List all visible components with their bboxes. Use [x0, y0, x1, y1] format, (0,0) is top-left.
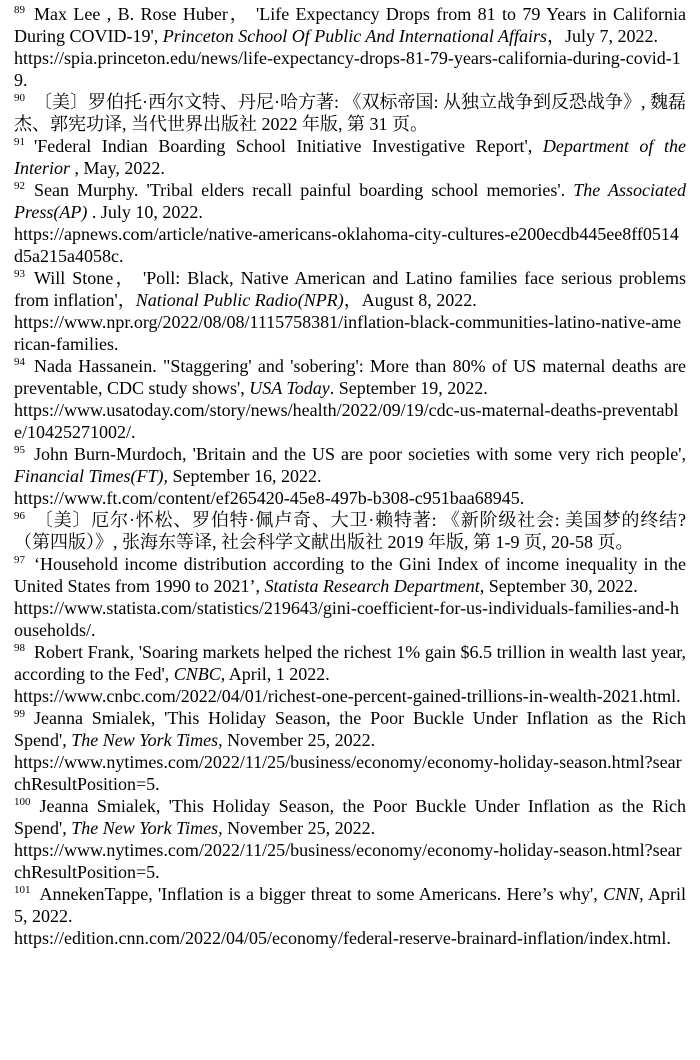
- source-name: CNN,: [603, 884, 644, 904]
- footnote-89: [14, 3, 686, 47]
- source-name: Princeton School Of Public And International Affairs: [162, 26, 548, 46]
- source-name: National Public Radio(NPR): [135, 290, 344, 310]
- source-name: Financial Times(FT),: [14, 466, 168, 486]
- source-name: The Associated Press(AP): [14, 180, 686, 222]
- footnote-url: https://www.cnbc.com/2022/04/01/richest-one-percent-gained-trillions-in-wealth-2021.html.: [14, 686, 681, 706]
- footnote-number: 100: [14, 796, 31, 808]
- citation-text: , April, 1 2022.: [220, 664, 330, 684]
- source-name: The New York Times: [71, 730, 219, 750]
- footnote-95: [14, 443, 686, 487]
- footnote-number: 97: [14, 554, 25, 566]
- citation-text: Jeanna Smialek, 'This Holiday Season, the Poor Buckle Under Inflation as the Rich Spend',: [14, 796, 686, 838]
- citation-text: 〔美〕罗伯托·西尔文特、丹尼·哈方著: 《双标帝国: 从独立战争到反恐战争》, 魏磊杰、郭宪功译, 当代世界出版社 2022 年版, 第 31 页。: [14, 92, 686, 134]
- citation-text: Sean Murphy. 'Tribal elders recall painful boarding school memories'.: [34, 180, 574, 200]
- footnote-url: https://edition.cnn.com/2022/04/05/economy/federal-reserve-brainard-inflation/index.html.: [14, 928, 671, 948]
- citation-text: . September 19, 2022.: [329, 378, 488, 398]
- source-name: USA Today: [249, 378, 330, 398]
- citation-text: John Burn-Murdoch, 'Britain and the US are poor societies with some very rich people',: [34, 444, 686, 464]
- citation-text: , September 30, 2022.: [479, 576, 638, 596]
- footnote-number: 95: [14, 444, 25, 456]
- footnote-number: 90: [14, 92, 25, 104]
- footnote-url: https://www.ft.com/content/ef265420-45e8-497b-b308-c951baa68945.: [14, 488, 525, 508]
- footnote-94: [14, 355, 686, 399]
- source-name: The New York Times,: [71, 818, 223, 838]
- source-name: Department of the Interior: [14, 136, 686, 178]
- citation-text: 'Federal Indian Boarding School Initiative Investigative Report',: [34, 136, 543, 156]
- footnote-99: [14, 707, 686, 751]
- footnote-url: https://apnews.com/article/native-americans-oklahoma-city-cultures-e200ecdb445ee8ff0514d5a215a4058c.: [14, 224, 679, 266]
- footnote-number: 94: [14, 356, 25, 368]
- citation-text: 〔美〕厄尔·怀松、罗伯特·佩卢奇、大卫·赖特著: 《新阶级社会: 美国梦的终结? （第四版）》, 张海东等译, 社会科学文献出版社 2019 年版, 第 1-9 页, 20-58 页。: [14, 510, 686, 552]
- footnote-url: https://www.npr.org/2022/08/08/1115758381/inflation-black-communities-latino-native-american-families.: [14, 312, 682, 354]
- footnote-number: 101: [14, 884, 31, 896]
- footnote-number: 92: [14, 180, 25, 192]
- footnote-number: 93: [14, 268, 25, 280]
- citation-text: , November 25, 2022.: [218, 730, 376, 750]
- citation-text: ，August 8, 2022.: [343, 290, 477, 310]
- footnote-97: [14, 553, 686, 597]
- footnote-93: [14, 267, 686, 311]
- footnote-90: [14, 91, 686, 135]
- footnote-96: [14, 509, 686, 553]
- footnote-number: 89: [14, 4, 25, 16]
- citation-text: September 16, 2022.: [168, 466, 322, 486]
- source-name: CNBC: [173, 664, 221, 684]
- footnote-url: https://spia.princeton.edu/news/life-expectancy-drops-81-79-years-california-during-covid-19.: [14, 48, 681, 90]
- citation-text: Max Lee , B. Rose Huber， 'Life Expectancy Drops from 81 to 79 Years in California During COVID-19',: [14, 4, 686, 46]
- citation-text: Will Stone， 'Poll: Black, Native American and Latino families face serious problems from inflation'，: [14, 268, 686, 310]
- footnote-url: https://www.nytimes.com/2022/11/25/business/economy/economy-holiday-season.html?searchResultPosition=5.: [14, 840, 682, 882]
- footnote-list: [14, 3, 686, 949]
- footnote-number: 91: [14, 136, 25, 148]
- citation-text: ，July 7, 2022.: [547, 26, 659, 46]
- footnote-url: https://www.statista.com/statistics/219643/gini-coefficient-for-us-individuals-families-and-households/.: [14, 598, 680, 640]
- footnote-url: https://www.usatoday.com/story/news/health/2022/09/19/cdc-us-maternal-deaths-preventable/10425271002/.: [14, 400, 679, 442]
- footnote-92: [14, 179, 686, 223]
- citation-text: , May, 2022.: [70, 158, 165, 178]
- citation-text: ‘Household income distribution according to the Gini Index of income inequality in the United States from 1990 to 2021’,: [14, 554, 686, 596]
- footnote-101: [14, 883, 686, 927]
- footnote-number: 96: [14, 510, 25, 522]
- footnote-url: https://www.nytimes.com/2022/11/25/business/economy/economy-holiday-season.html?searchResultPosition=5.: [14, 752, 682, 794]
- footnote-91: [14, 135, 686, 179]
- citation-text: Robert Frank, 'Soaring markets helped the richest 1% gain $6.5 trillion in wealth last year, according to the Fed',: [14, 642, 686, 684]
- citation-text: April 5, 2022.: [14, 884, 686, 926]
- citation-text: November 25, 2022.: [222, 818, 376, 838]
- citation-text: AnnekenTappe, 'Inflation is a bigger threat to some Americans. Here’s why',: [39, 884, 604, 904]
- footnote-98: [14, 641, 686, 685]
- footnote-number: 98: [14, 642, 25, 654]
- footnote-100: [14, 795, 686, 839]
- citation-text: . July 10, 2022.: [87, 202, 203, 222]
- citation-text: Jeanna Smialek, 'This Holiday Season, the Poor Buckle Under Inflation as the Rich Spend',: [14, 708, 686, 750]
- citation-text: Nada Hassanein. "Staggering' and 'sobering': More than 80% of US maternal deaths are preventable, CDC study shows',: [14, 356, 686, 398]
- footnote-number: 99: [14, 708, 25, 720]
- source-name: Statista Research Department: [264, 576, 480, 596]
